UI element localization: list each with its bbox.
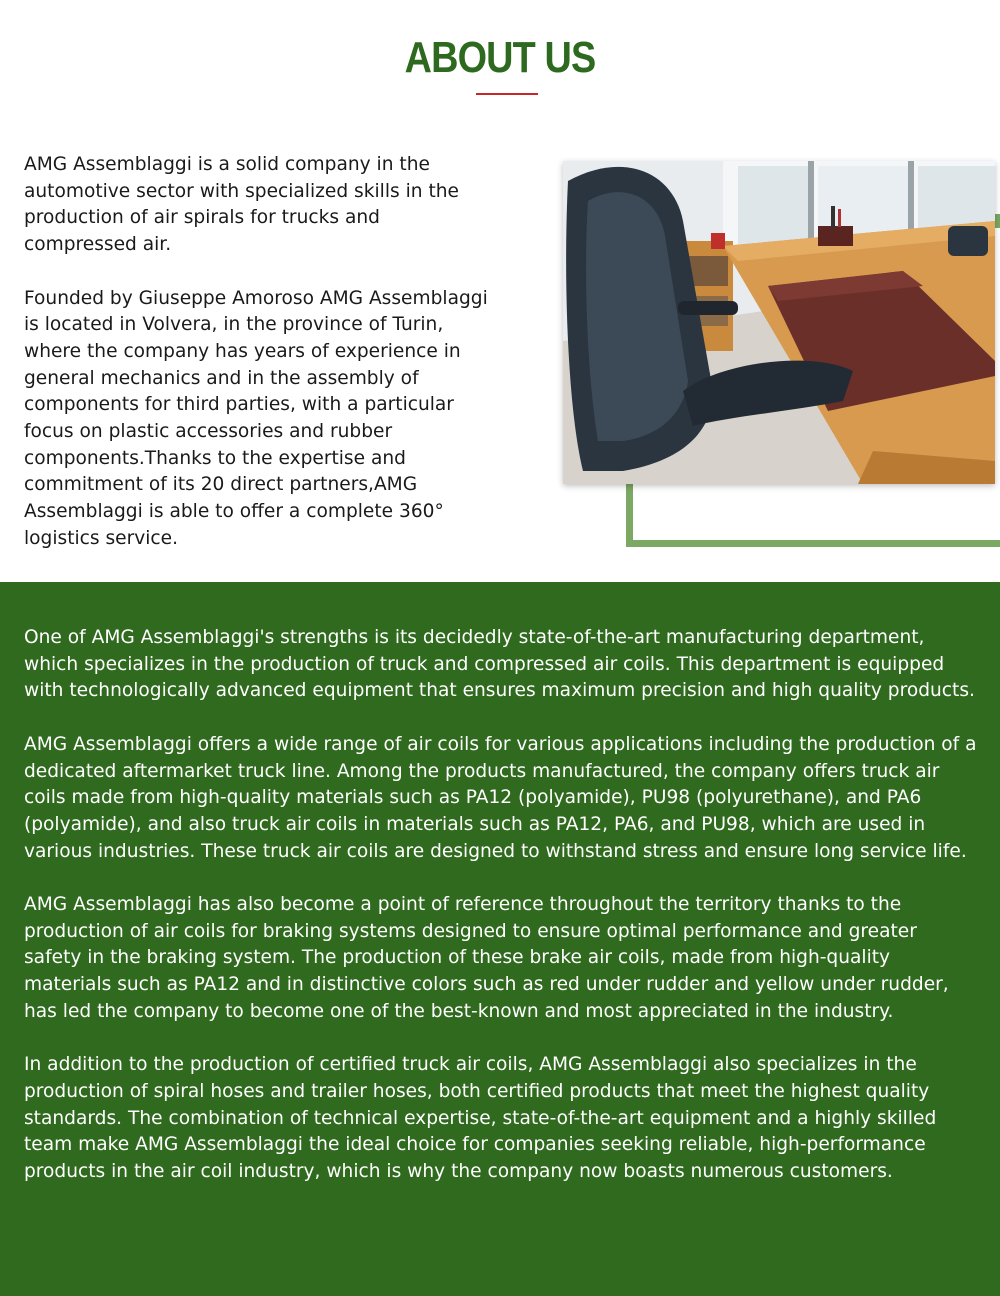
intro-section [24,152,494,579]
details-paragraph: One of AMG Assemblaggi's strengths is its decidedly state-of-the-art manufacturing department, which specializes in the production of truck and compressed air coils. This department is equipped with technologically advanced equipment that ensures maximum precision and high quality products. [24,627,975,702]
details-paragraph: In addition to the production of certified truck air coils, AMG Assemblaggi also specializes in the production of spiral hoses and trailer hoses, both certified products that meet the highest quality standards. The combination of technical expertise, state-of-the-art equipment and a highly skilled team make AMG Assemblaggi the ideal choice for companies seeking reliable, high-performance products in the air coil industry, which is why the company now boasts numerous customers. [24,1054,937,1183]
details-section [24,625,980,1212]
intro-paragraph: Founded by Giuseppe Amoroso AMG Assemblaggi is located in Volvera, in the province of Turin, where the company has years of experience in general mechanics and in the assembly of components for third parties, with a particular focus on plastic accessories and rubber components.Thanks to the expertise and commitment of its 20 direct partners,AMG Assemblaggi is able to offer a complete 360° logistics service. [24,287,488,549]
intro-paragraph: AMG Assemblaggi is a solid company in the automotive sector with specialized skills in the production of air spirals for trucks and compressed air. [24,154,459,256]
details-paragraph: AMG Assemblaggi offers a wide range of air coils for various applications including the production of a dedicated aftermarket truck line. Among the products manufactured, the company offers truck air coils made from high-quality materials such as PA12 (polyamide), PU98 (polyurethane), and PA6 (polyamide), and also truck air coils in materials such as PA12, PA6, and PU98, which are used in various industries. These truck air coils are designed to withstand stress and ensure long service life. [24,733,977,862]
office-photo [563,161,995,484]
details-paragraph: AMG Assemblaggi has also become a point of reference throughout the territory thanks to the production of air coils for braking systems designed to ensure optimal performance and greater safety in the braking system. The production of these brake air coils, made from high-quality materials such as PA12 and in distinctive colors such as red under rudder and yellow under rudder, has led the company to become one of the best-known and most appreciated in the industry. [24,894,949,1022]
title-underline [476,93,538,95]
page-title: ABOUT US [404,33,596,82]
